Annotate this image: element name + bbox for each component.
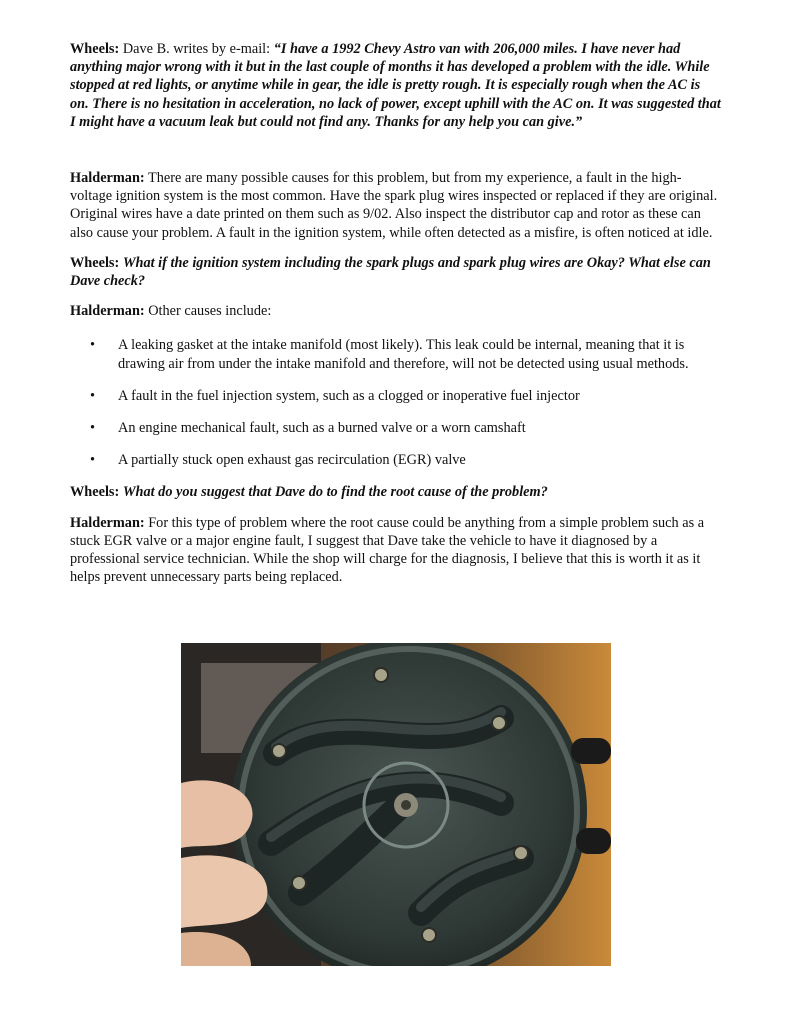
answer-diagnosis [70, 514, 722, 587]
answer-text: Other causes include: [144, 303, 272, 320]
answer-ignition [70, 169, 722, 242]
list-item: • An engine mechanical fault, such as a burned valve or a worn camshaft [70, 419, 722, 437]
speaker-label: Halderman: [70, 170, 145, 187]
document-body [70, 40, 722, 598]
question-root-cause [70, 483, 722, 501]
quoted-email: “I have a 1992 Chevy Astro van with 206,000 miles. I have never had anything major wrong with it but in the last couple of months it has developed a problem with the idle. While stopped at red lights, or anytime while in gear, the idle is pretty rough. It is especially rough when the AC is on. There is no hesitation in acceleration, no lack of power, except uphill with the AC on. It was suggested that I might have a vacuum leak but could not find any. Thanks for any help you can give.” [70, 41, 721, 130]
intro-text: Dave B. writes by e-mail: [119, 41, 274, 57]
list-item: • A partially stuck open exhaust gas recirculation (EGR) valve [70, 451, 722, 469]
question-text: What if the ignition system including the spark plugs and spark plug wires are Okay? What else can Dave check? [70, 254, 711, 290]
speaker-label: Wheels: [70, 254, 120, 271]
question-text: What do you suggest that Dave do to find the root cause of the problem? [122, 484, 548, 501]
speaker-label: Halderman: [70, 303, 145, 320]
list-item: • A leaking gasket at the intake manifold (most likely). This leak could be internal, meaning that it is drawing air from under the intake manifold and therefore, will not be detected using usual methods. [70, 336, 722, 372]
speaker-label: Wheels: [70, 484, 120, 501]
answer-other-causes [70, 302, 722, 320]
speaker-label: Wheels: [70, 41, 120, 57]
causes-list [70, 336, 722, 469]
answer-text: For this type of problem where the root cause could be anything from a simple problem such as a stuck EGR valve or a major engine fault, I suggest that Dave take the vehicle to have it diagnosed by a professional service technician. While the shop will charge for the diagnosis, I believe that this is worth it as it helps prevent unnecessary parts being replaced. [70, 514, 705, 586]
distributor-cap-photo [181, 643, 611, 966]
question-other-checks [70, 254, 722, 290]
list-item: • A fault in the fuel injection system, such as a clogged or inoperative fuel injector [70, 387, 722, 405]
answer-text: There are many possible causes for this problem, but from my experience, a fault in the high- voltage ignition system is the most common. Have the spark plug wires inspected or replaced if they are original. Original wires have a date printed on them such as 9/02. Also inspect the distributor cap and rotor as these can also cause your problem. A fault in the ignition system, while often detected as a misfire, is often noticed at idle. [70, 170, 718, 241]
question-dave [70, 40, 722, 131]
speaker-label: Halderman: [70, 514, 145, 531]
